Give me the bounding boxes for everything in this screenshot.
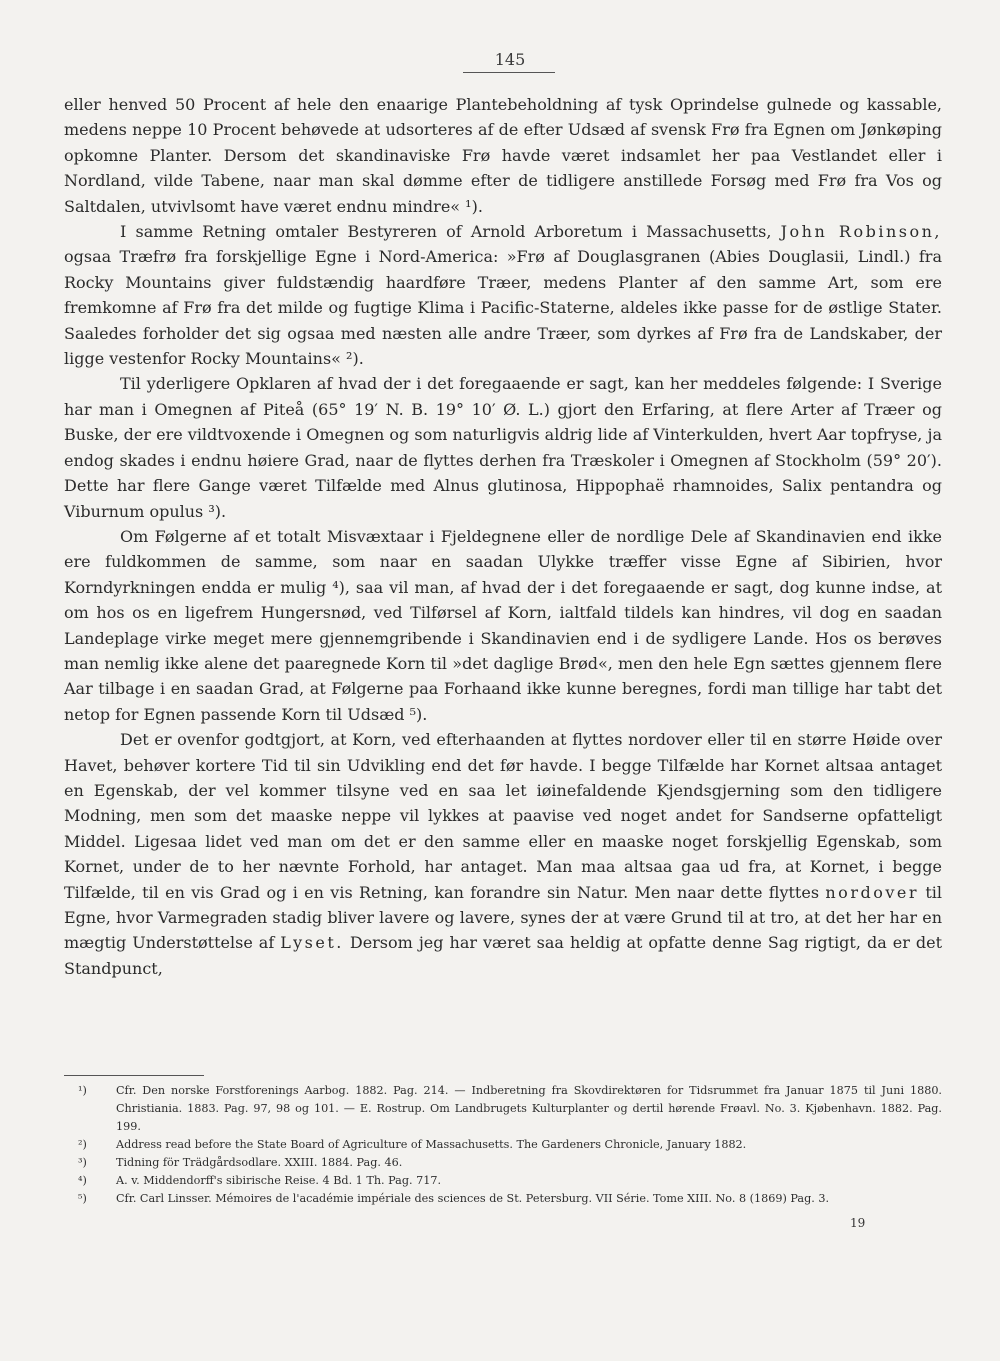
paragraph-5 [64,727,942,981]
footnote-rule [64,1075,204,1076]
footnote-text: Tidning för Trädgårdsodlare. XXIII. 1884. Pag. 46. [116,1156,403,1169]
footnote-text: Cfr. Carl Linsser. Mémoires de l'académie impériale des sciences de St. Petersburg. VII Série. Tome XIII. No. 8 (1869) Pag. 3. [116,1192,830,1205]
footnote-mark: ³) [78,1156,87,1169]
footnote-2 [78,1136,942,1154]
paragraph-2-text-after: ogsaa Træfrø fra forskjellige Egne i Nord-America: »Frø af Douglasgranen (Abies Douglasii, Lindl.) fra Rocky Mountains giver fuldstændig haardføre Træer, medens Planter af den samme Art, som ere fremkomne af Frø fra det milde og fugtige Klima i Pacific-Staterne, aldeles ikke passe for de østlige Stater. Saaledes forholder det sig ogsaa med næsten alle andre Træer, som dyrkes af Frø fra de Landskaber, der ligge vestenfor Rocky Mountains« ²). [64,247,942,369]
footnote-3 [78,1154,942,1172]
page-number: 145 [494,50,526,69]
paragraph-4: Om Følgerne af et totalt Misvæxtaar i Fjeldegnene eller de nordlige Dele af Skandinavien end ikke ere fuldkommen de samme, som naar en saadan Ulykke træffer visse Egne af Sibirien, hvor Korndyrkningen endda er mulig ⁴), saa vil man, af hvad der i det foregaaende er sagt, dog kunne indse, at om hos os en ligefrem Hungersnød, ved Tilførsel af Korn, ialtfald tildels kan hindres, vil dog en saadan Landeplage virke meget mere gjennemgribende i Skandinavien end i de sydligere Lande. Hos os berøves man nemlig ikke alene det paaregnede Korn til »det daglige Brød«, men den hele Egn sættes gjennem flere Aar tilbage i en saadan Grad, at Følgerne paa Forhaand ikke kunne beregnes, fordi man tillige har tabt det netop for Egnen passende Korn til Udsæd ⁵). [64,526,942,724]
footnote-text: Address read before the State Board of Agriculture of Massachusetts. The Gardeners Chronicle, January 1882. [116,1138,747,1151]
footnote-4 [78,1172,942,1190]
footnote-mark: ⁴) [78,1174,87,1187]
footnotes [78,1082,942,1208]
header-rule [463,72,555,73]
paragraph-5-text-after: Dersom jeg har været saa heldig at opfatte denne Sag rigtigt, da er det Standpunct, [64,933,943,978]
paragraph-3: Til yderligere Opklaren af hvad der i det foregaaende er sagt, kan her meddeles følgende: I Sverige har man i Omegnen af Piteå (65° 19′ N. B. 19° 10′ Ø. L.) gjort den Erfaring, at flere Arter af Træer og Buske, der ere vildtvoxende i Omegnen og som naturligvis aldrig lide af Vinterkulden, hvert Aar topfryse, ja endog skades i endnu høiere Grad, naar de flyttes derhen fra Træskoler i Omegnen af Stockholm (59° 20′). Dette har flere Gange været Tilfælde med Alnus glutinosa, Hippophaë rhamnoides, Salix pentandra og Viburnum opulus ³). [64,374,942,521]
author-name-spaced: John Robinson, [780,222,943,242]
footnote-1 [78,1082,942,1136]
footnote-mark: ¹) [78,1084,87,1097]
emphasis-lyset: Lyset. [280,933,344,953]
paragraph-5-text-mid: til Egne, hvor Varmegraden stadig bliver lavere og lavere, synes der at være Grund til at tro, at det her har en mægtig Understøttelse af [64,882,943,953]
paragraph-1: eller henved 50 Procent af hele den enaarige Plantebeholdning af tysk Oprindelse gulnede og kassable, medens neppe 10 Procent behøvede at udsorteres af de efter Udsæd af svensk Frø fra Egnen om Jønkøping opkomne Planter. Dersom det skandinaviske Frø havde været indsamlet her paa Vestlandet eller i Nordland, vilde Tabene, naar man skal dømme efter de tidligere anstillede Forsøg med Frø fra Vos og Saltdalen, utvivlsomt have været endnu mindre« ¹). [64,95,942,216]
paragraph-2 [64,219,942,371]
footnote-text: A. v. Middendorff's sibirische Reise. 4 Bd. 1 Th. Pag. 717. [116,1174,442,1187]
footnote-mark: ⁵) [78,1192,87,1205]
footnote-text: Cfr. Den norske Forstforenings Aarbog. 1882. Pag. 214. — Indberetning fra Skovdirektøren for Tidsrummet fra Januar 1875 til Juni 1880. Christiania. 1883. Pag. 97, 98 og 101. — E. Rostrup. Om Landbrugets Kulturplanter og dertil hørende Frøavl. No. 3. Kjøbenhavn. 1882. Pag. 199. [116,1084,942,1133]
body-text [64,92,942,981]
signature-mark: 19 [850,1216,866,1230]
paragraph-5-text-before: Det er ovenfor godtgjort, at Korn, ved efterhaanden at flyttes nordover eller til en større Høide over Havet, behøver kortere Tid til sin Udvikling end det før havde. I begge Tilfælde har Kornet altsaa antaget en Egenskab, der vel kommer tilsyne ved en saa let iøinefaldende Kjendsgjerning som den tidligere Modning, men som det maaske neppe vil lykkes at paavise ved noget andet for Sandserne opfatteligt Middel. Ligesaa lidet ved man om det er den samme eller en maaske noget forskjellig Egenskab, som Kornet, under de to her nævnte Forhold, har antaget. Man maa altsaa gaa ud fra, at Kornet, i begge Tilfælde, til en vis Grad og i en vis Retning, kan forandre sin Natur. Men naar dette flyttes [64,730,942,902]
paragraph-2-text-before: I samme Retning omtaler Bestyreren of Arnold Arboretum i Massachusetts, [120,222,781,242]
footnote-5 [78,1190,942,1208]
footnote-mark: ²) [78,1138,87,1151]
emphasis-nordover: nordover [825,882,919,902]
